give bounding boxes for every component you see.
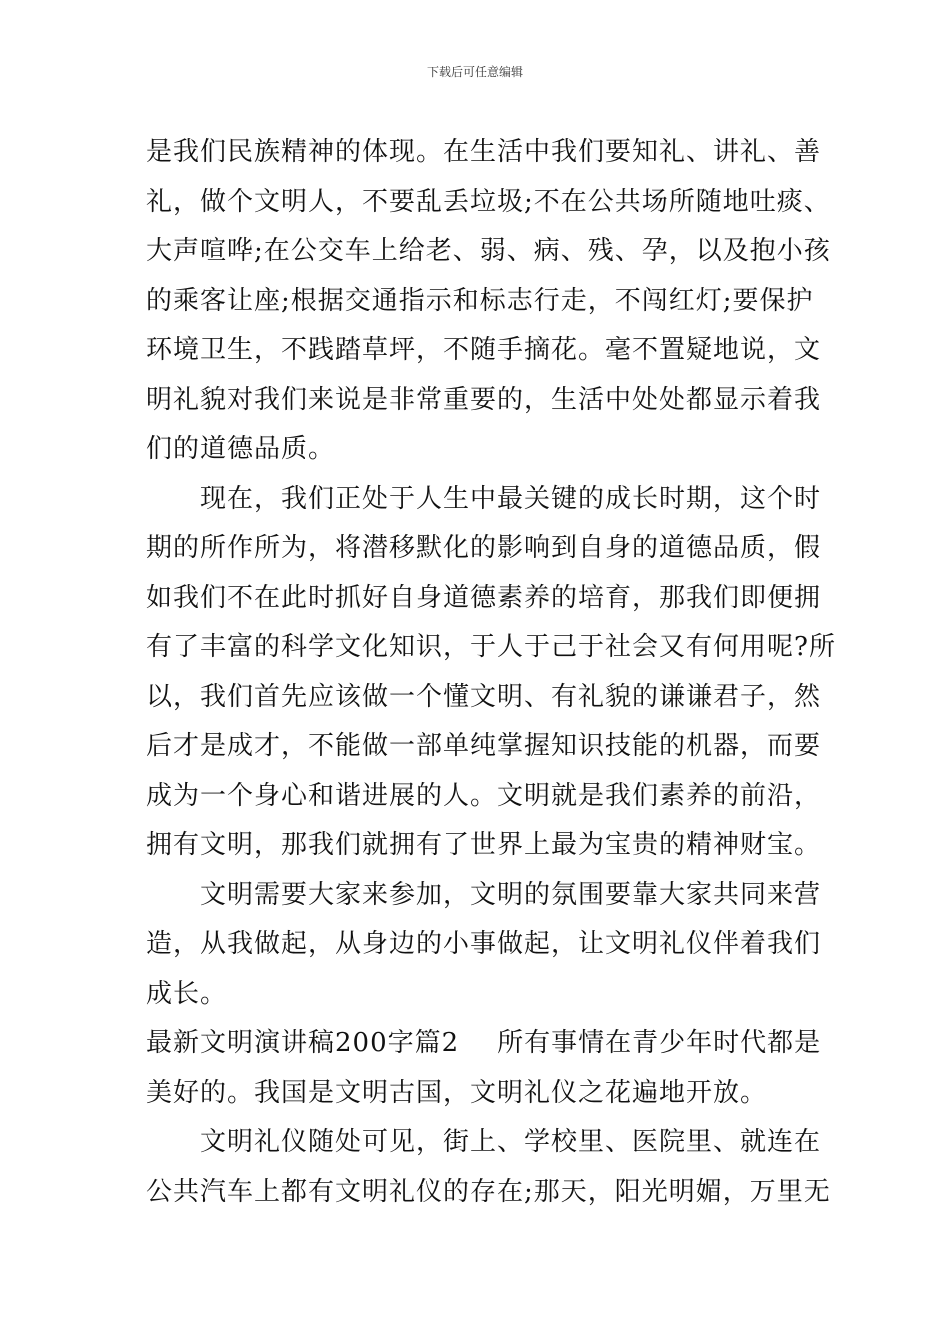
text-line: 们的道德品质。 [146,434,336,464]
section-first-text: 所有事情在青少年时代都是 [497,1028,822,1058]
text-line: 明礼貌对我们来说是非常重要的，生活中处处都显示着我 [146,384,822,415]
text-line: 如我们不在此时抓好自身道德素养的培育，那我们即便拥 [146,582,822,613]
text-line: 后才是成才，不能做一部单纯掌握知识技能的机器，而要 [146,731,822,761]
text-line-indented: 现在，我们正处于人生中最关键的成长时期，这个时 [200,483,822,514]
text-line: 美好的。我国是文明古国，文明礼仪之花遍地开放。 [146,1077,768,1108]
document-body [146,128,836,1217]
text-line-indented: 文明需要大家来参加，文明的氛围要靠大家共同来营 [200,879,822,910]
text-line: 大声喧哗;在公交车上给老、弱、病、残、孕，以及抱小孩 [146,236,831,266]
text-line: 是我们民族精神的体现。在生活中我们要知礼、讲礼、善 [146,137,822,167]
text-line: 期的所作所为，将潜移默化的影响到自身的道德品质，假 [146,533,822,563]
text-line: 礼，做个文明人，不要乱丢垃圾;不在公共场所随地吐痰、 [146,186,831,217]
text-line: 以，我们首先应该做一个懂文明、有礼貌的谦谦君子，然 [146,681,822,712]
text-line: 公共汽车上都有文明礼仪的存在;那天，阳光明媚，万里无 [146,1176,831,1207]
text-line-indented: 文明礼仪随处可见，街上、学校里、医院里、就连在 [200,1127,822,1157]
text-line: 造，从我做起，从身边的小事做起，让文明礼仪伴着我们 [146,929,822,959]
section-title-line [146,1019,822,1069]
text-line: 环境卫生，不践踏草坪，不随手摘花。毫不置疑地说，文 [146,335,822,365]
page-header: 下载后可任意编辑 [426,65,523,79]
text-line: 有了丰富的科学文化知识，于人于己于社会又有何用呢?所 [146,632,836,662]
text-line: 拥有文明，那我们就拥有了世界上最为宝贵的精神财宝。 [146,830,822,860]
text-line: 成长。 [146,978,228,1009]
text-line: 成为一个身心和谐进展的人。文明就是我们素养的前沿， [146,780,822,811]
section-title: 最新文明演讲稿200字篇2 [146,1028,460,1058]
text-line: 的乘客让座;根据交通指示和标志行走，不闯红灯;要保护 [146,285,814,316]
